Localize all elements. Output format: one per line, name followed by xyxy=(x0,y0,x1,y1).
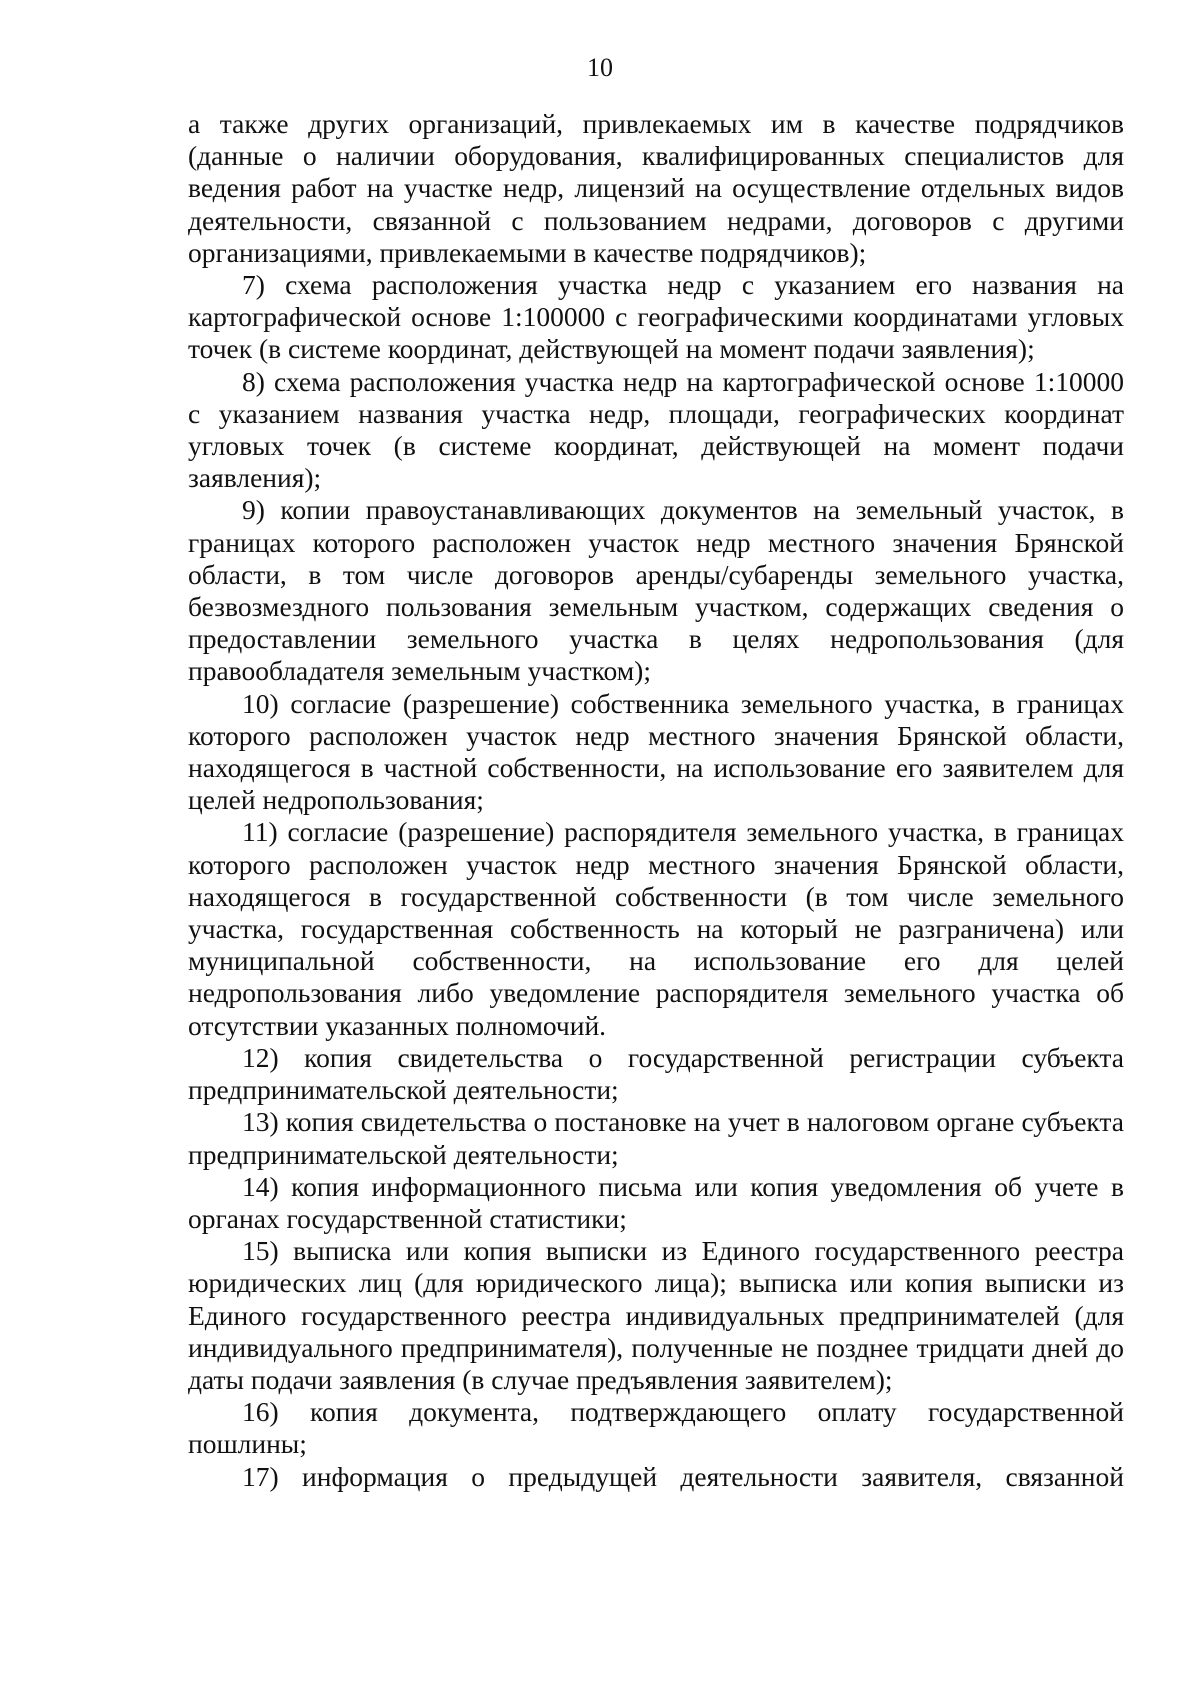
list-item-17: 17) информация о предыдущей деятельности заявителя, связанной xyxy=(242,1460,1124,1492)
paragraph-continuation: а также других организаций, привлекаемых им в качестве подрядчиков (данные о наличии оборудования, квалифицированных специалистов для ведения работ на участке недр, лицензий на осуществление отдельных видов деятельности, связанной с пользованием недрами, договоров с другими организациями, привлекаемыми в качестве подрядчиков); xyxy=(188,108,1124,268)
list-item-9: 9) копии правоустанавливающих документов на земельный участок, в границах которого расположен участок недр местного значения Брянской области, в том числе договоров аренды/субаренды земельного участка, безвозмездного пользования земельным участком, содержащих сведения о предоставлении земельного участка в целях недропользования (для правообладателя земельным участком); xyxy=(188,494,1124,687)
list-item-16: 16) копия документа, подтверждающего оплату государственной пошлины; xyxy=(188,1396,1124,1460)
list-item-8: 8) схема расположения участка недр на картографической основе 1:10000 с указанием названия участка недр, площади, географических координат угловых точек (в системе координат, действующей на момент подачи заявления); xyxy=(188,365,1124,494)
list-item-11: 11) согласие (разрешение) распорядителя земельного участка, в границах которого расположен участок недр местного значения Брянской области, находящегося в государственной собственности (в том числе земельного участка, государственная собственность на который не разграничена) или муниципальной собственности, на использование его для целей недропользования либо уведомление распорядителя земельного участка об отсутствии указанных полномочий. xyxy=(188,816,1124,1041)
list-item-7: 7) схема расположения участка недр с указанием его названия на картографической основе 1:100000 с географическими координатами угловых точек (в системе координат, действующей на момент подачи заявления); xyxy=(188,269,1124,365)
document-body xyxy=(188,108,1124,1493)
list-item-14: 14) копия информационного письма или копия уведомления об учете в органах государственной статистики; xyxy=(188,1170,1124,1234)
list-item-10: 10) согласие (разрешение) собственника земельного участка, в границах которого расположен участок недр местного значения Брянской области, находящегося в частной собственности, на использование его заявителем для целей недропользования; xyxy=(188,687,1124,816)
list-item-13: 13) копия свидетельства о постановке на учет в налоговом органе субъекта предпринимательской деятельности; xyxy=(188,1106,1124,1170)
list-item-15: 15) выписка или копия выписки из Единого государственного реестра юридических лиц (для юридического лица); выписка или копия выписки из Единого государственного реестра индивидуальных предпринимателей (для индивидуального предпринимателя), полученные не позднее тридцати дней до даты подачи заявления (в случае предъявления заявителем); xyxy=(188,1235,1124,1395)
page-number: 10 xyxy=(587,53,613,82)
list-item-12: 12) копия свидетельства о государственной регистрации субъекта предпринимательской деятельности; xyxy=(188,1041,1124,1106)
